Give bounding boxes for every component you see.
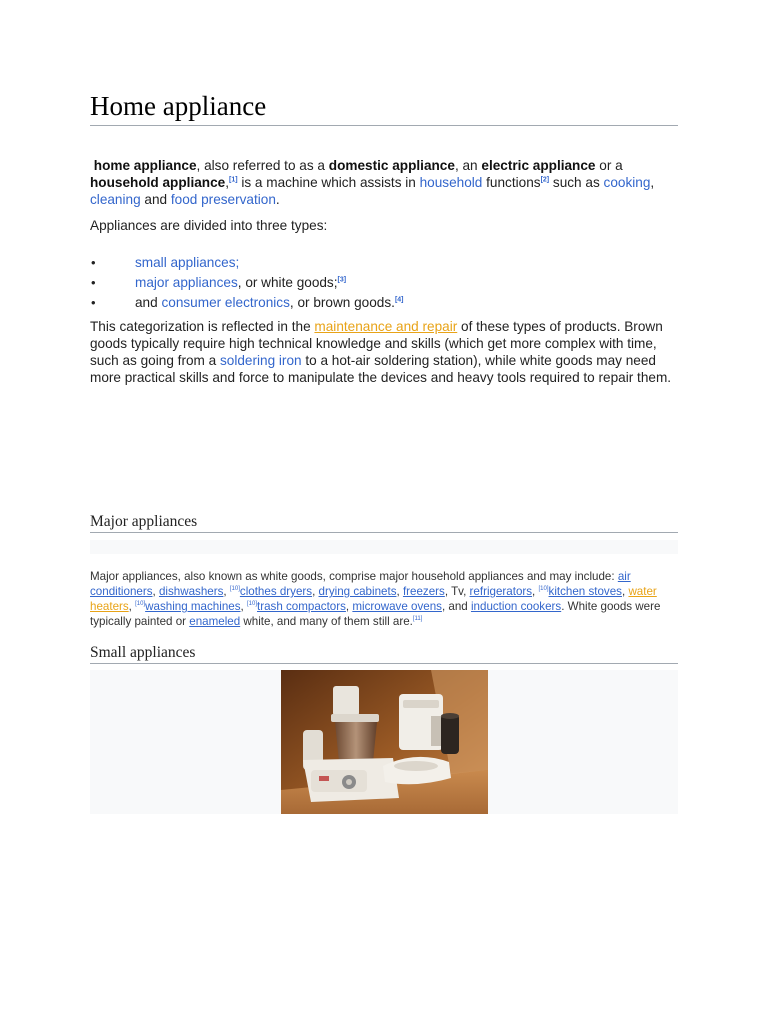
categorization-paragraph [90,318,678,386]
list-text: , or brown goods. [289,295,395,310]
citation-10[interactable]: [10] [229,586,240,593]
link-dishwashers[interactable]: dishwashers [158,585,224,598]
types-intro: Appliances are divided into three types: [90,218,328,233]
paragraph-text: white, and many of them still are. [240,615,413,628]
link-washing-machines[interactable]: washing machines [145,600,241,613]
citation-10[interactable]: [10] [538,586,549,593]
separator: , [240,600,247,613]
link-enameled[interactable]: enameled [189,615,241,628]
term-domestic-appliance: domestic appliance [328,158,455,173]
intro-text: is a machine which assists in [237,175,420,190]
intro-text: , [225,175,229,190]
link-cleaning[interactable]: cleaning [90,192,141,207]
link-consumer-electronics[interactable]: consumer electronics [161,295,290,310]
link-major-appliances[interactable]: major appliances [135,275,238,290]
intro-text: , an [454,158,482,173]
link-clothes-dryers[interactable]: clothes dryers [239,585,313,598]
term-electric-appliance: electric appliance [481,158,596,173]
separator: , [396,585,403,598]
section-heading-major: Major appliances [90,512,678,533]
citation-4[interactable]: [4] [394,296,404,304]
link-cooking[interactable]: cooking [603,175,651,190]
paragraph-text: of these types of products. Brown goods typically require high technical knowledge and skills (which get more complex with time, such as going from a [90,319,663,368]
list-item [90,253,678,273]
link-food-preservation[interactable]: food preservation [170,192,276,207]
separator: , [152,585,159,598]
link-soldering-iron[interactable]: soldering iron [219,353,302,368]
paragraph-text: This categorization is reflected in the [90,319,315,334]
link-small-appliances[interactable]: small appliances [135,255,236,270]
link-kitchen-stoves[interactable]: kitchen stoves [548,585,622,598]
paragraph-text: , and [441,600,471,613]
separator: , [532,585,539,598]
link-trash-compactors[interactable]: trash compactors [257,600,346,613]
citation-11[interactable]: [11] [412,616,423,623]
paragraph-text: , Tv, [444,585,470,598]
link-air-conditioners[interactable]: air conditioners [90,570,631,598]
major-appliances-paragraph [90,569,678,629]
bullet-icon: • [91,275,96,290]
page-title: Home appliance [90,88,678,126]
link-maintenance-and-repair[interactable]: maintenance and repair [314,319,458,334]
list-item [90,293,678,313]
link-drying-cabinets[interactable]: drying cabinets [318,585,397,598]
citation-10[interactable]: [10] [135,601,146,608]
separator: , [128,600,136,613]
section-panel [90,540,678,554]
citation-1[interactable]: [1] [228,176,238,184]
citation-10[interactable]: [10] [246,601,257,608]
link-water-heaters[interactable]: water heaters [90,585,657,613]
list-item [90,273,678,293]
link-microwave-ovens[interactable]: microwave ovens [352,600,442,613]
intro-text: such as [549,175,604,190]
intro-text: functions [482,175,541,190]
paragraph-text: to a hot-air soldering station), while white goods may need more practical skills and force to manipulate the devices and heavy tools required to repair them. [90,353,672,385]
intro-paragraph [90,157,678,208]
link-refrigerators[interactable]: refrigerators [469,585,533,598]
appliance-types-list [90,253,678,313]
paragraph-text: . White goods were typically painted or [90,600,661,628]
separator: , [223,585,230,598]
intro-text: , [650,175,655,190]
term-household-appliance: household appliance [90,175,226,190]
intro-text: , also referred to as a [196,158,329,173]
section-heading-small: Small appliances [90,643,678,664]
list-text: and [135,295,162,310]
kitchen-appliances-photo [281,670,488,814]
citation-2[interactable]: [2] [540,176,550,184]
bullet-icon: • [91,295,96,310]
link-induction-cookers[interactable]: induction cookers [470,600,562,613]
intro-text: or a [595,158,623,173]
link-freezers[interactable]: freezers [402,585,445,598]
term-home-appliance: home appliance [93,158,197,173]
bullet-icon: • [91,255,96,270]
intro-text: . [275,192,280,207]
citation-3[interactable]: [3] [337,276,347,284]
list-text: ; [235,255,240,270]
intro-text: and [140,192,171,207]
separator: , [312,585,319,598]
figure-panel [90,670,678,814]
list-text: , or white goods; [237,275,338,290]
link-household[interactable]: household [419,175,483,190]
separator: , [345,600,353,613]
paragraph-text: Major appliances, also known as white goods, comprise major household appliances and may include: [90,570,618,583]
separator: , [621,585,629,598]
